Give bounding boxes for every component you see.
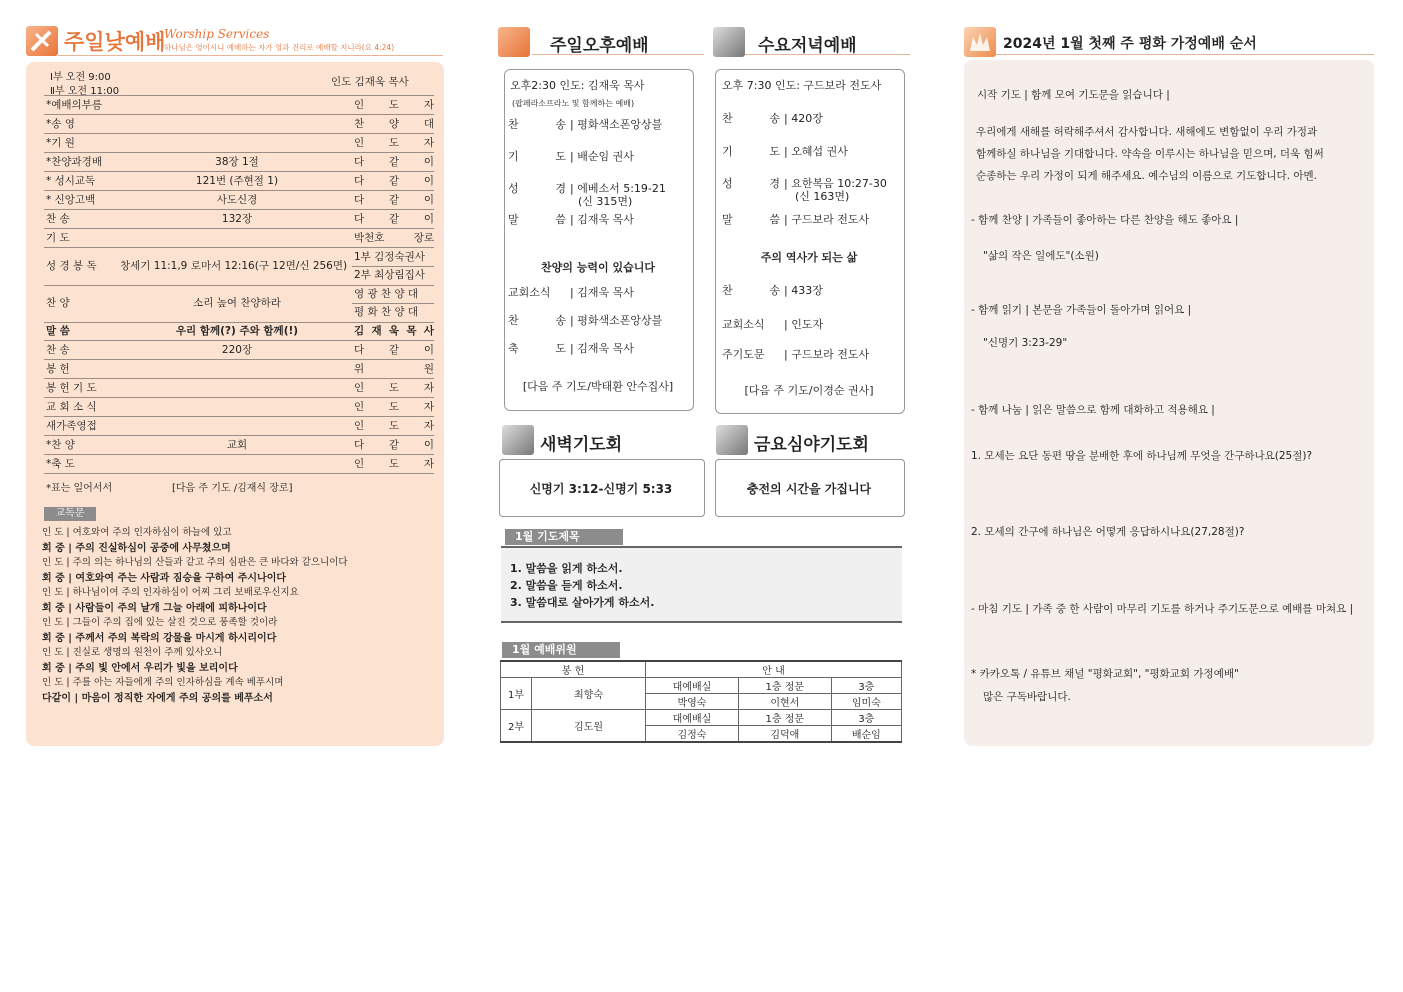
family-close: - 마침 기도 | 가족 중 한 사람이 마무리 기도를 하거나 주기도문으로 예배를 마쳐요 |: [971, 603, 1354, 615]
order-item: * 신앙고백: [46, 194, 96, 206]
line-value: | 요한복음 10:27-30: [784, 177, 887, 190]
order-item: * 성시교독: [46, 175, 96, 187]
bible-icon: [713, 27, 745, 57]
wednesday-title: 수요저녁예배: [758, 36, 857, 56]
responsive-line: 인 도 | 하나님이여 주의 인자하심이 어찌 그리 보배로우신지요: [42, 587, 299, 598]
afternoon-header: 오후2:30 인도: 김재욱 목사: [510, 79, 645, 92]
order-detail: 38장 1절: [215, 156, 259, 168]
service-line: [508, 340, 634, 356]
sermon-value: | 김재욱 목사: [570, 213, 634, 226]
line-label: 교회소식: [508, 286, 551, 299]
friday-text: 충전의 시간을 가집니다: [746, 482, 872, 496]
praise-text: 소리 높여 찬양하라: [193, 297, 281, 309]
praise-label: 찬 양: [46, 297, 70, 309]
sermon-label: 말 씀: [722, 213, 780, 226]
next-prayer: [다음 주 기도 /김재식 장로]: [172, 483, 293, 494]
wednesday-ref: (신 163면): [795, 190, 850, 203]
cross-icon: [26, 26, 58, 56]
order-item: 봉 헌: [46, 363, 70, 375]
family-prayer-3: 순종하는 우리 가정이 되게 해주세요. 예수님의 이름으로 기도합니다. 아멘.: [976, 170, 1318, 182]
responsive-line: 회 중 | 여호와여 주는 사람과 짐승을 구하여 주시나이다: [42, 573, 287, 584]
usher-cell: 박영숙: [646, 694, 739, 710]
usher-cell: 배순임: [831, 726, 901, 743]
committee-table: [500, 660, 902, 743]
order-item: 봉 헌 기 도: [46, 382, 97, 394]
responsive-line: 인 도 | 여호와여 주의 인자하심이 하늘에 있고: [42, 527, 232, 538]
line-label: 축 도: [508, 342, 566, 355]
prayer-topics-title: 1월 기도제목: [505, 529, 623, 545]
wednesday-next: [다음 주 기도/이경순 권사]: [744, 384, 874, 397]
line-label: 기 도: [508, 150, 566, 163]
responsive-title: 교독문: [44, 507, 96, 521]
order-detail: 220장: [221, 344, 253, 356]
family-song: - 함께 찬양 | 가족들이 좋아하는 다른 찬양을 해도 좋아요 |: [971, 214, 1239, 226]
order-person: 다 같 이: [354, 156, 434, 168]
afternoon-ref: (신 315면): [578, 195, 633, 208]
order-row: [44, 322, 434, 341]
family-note-1: * 카카오톡 / 유튜브 채널 "평화교회", "평화교회 가정예배": [971, 668, 1239, 680]
family-title: 2024년 1월 첫째 주 평화 가정예배 순서: [1003, 36, 1257, 52]
usher-cell: 3층: [831, 710, 901, 726]
line-value: | 평화색소폰앙상블: [570, 314, 663, 327]
order-detail: 우리 함께(?) 주와 함께(!): [175, 325, 299, 337]
service-line: [722, 143, 848, 159]
order-person: 다 같 이: [354, 344, 434, 356]
leader: 인도 김재욱 목사: [331, 76, 409, 88]
usher-cell: 1층 정문: [738, 678, 831, 694]
order-item: 찬 송: [46, 344, 70, 356]
flame-icon: [964, 27, 996, 57]
order-detail: 교회: [226, 439, 248, 451]
divider: [996, 54, 1374, 55]
line-value: | 420장: [784, 112, 823, 125]
order-row: [44, 134, 434, 153]
standing-note: *표는 일어서서: [46, 483, 113, 494]
order-item: *찬양과경배: [46, 156, 102, 168]
order-item: *축 도: [46, 458, 75, 470]
divider: [58, 55, 443, 56]
family-prayer-2: 함께하실 하나님을 기대합니다. 약속을 이루시는 하나님을 믿으며, 더욱 힘써: [976, 148, 1324, 160]
line-value: | 김재욱 목사: [570, 342, 634, 355]
order-person: 인 도 자: [354, 420, 434, 432]
committee-title: 1월 예배위원: [502, 642, 620, 658]
line-label: 교회소식: [722, 318, 765, 331]
responsive-line: 회 중 | 사람들이 주의 날개 그늘 아래에 피하나이다: [42, 603, 267, 614]
line-value: | 배순임 권사: [570, 150, 634, 163]
line-value: | 에베소서 5:19-21: [570, 182, 666, 195]
prayer-topic: 2. 말씀을 듣게 하소서.: [510, 579, 623, 592]
order-item: *송 영: [46, 118, 75, 130]
order-item: 교 회 소 식: [46, 401, 97, 413]
family-start: 시작 기도 | 함께 모여 기도문을 읽습니다 |: [977, 89, 1170, 101]
sunday-subtitle: Worship Services: [164, 27, 270, 41]
family-share: - 함께 나눔 | 읽은 말씀으로 함께 대화하고 적용해요 |: [971, 404, 1215, 416]
order-person: 다 같 이: [354, 213, 434, 225]
order-row: [44, 455, 434, 474]
order-detail: 132장: [221, 213, 253, 225]
bible-icon: [716, 425, 748, 455]
order-row: [44, 379, 434, 398]
line-label: 기 도: [722, 145, 780, 158]
usher-cell: 대예배실: [646, 710, 739, 726]
order-item: 말 씀: [46, 325, 70, 337]
responsive-line: 다같이 | 마음이 정직한 자에게 주의 공의를 베푸소서: [42, 693, 273, 704]
divider: [352, 303, 434, 304]
praise-choir-2: 평 화 찬 양 대: [354, 306, 419, 318]
responsive-line: 인 도 | 그들이 주의 집에 있는 살진 것으로 풍족할 것이라: [42, 617, 278, 628]
order-person: 인 도 자: [354, 458, 434, 470]
service-line: [722, 110, 823, 126]
line-label: 성 경: [722, 177, 780, 190]
order-person: 인 도 자: [354, 99, 434, 111]
order-item: *예배의부름: [46, 99, 102, 111]
order-row: [44, 191, 434, 210]
responsive-line: 회 중 | 주의 빛 안에서 우리가 빛을 보리이다: [42, 663, 238, 674]
line-label: 찬 송: [722, 112, 780, 125]
scripture-reader-2: 2부 최상림집사: [354, 269, 425, 281]
usher-cell: 3층: [831, 678, 901, 694]
sermon-label: 말 씀: [508, 213, 566, 226]
service-line: [508, 116, 662, 132]
responsive-line: 회 중 | 주의 진실하심이 공중에 사무쳤으며: [42, 543, 231, 554]
usher-cell: 김덕애: [738, 726, 831, 743]
family-note-2: 많은 구독바랍니다.: [983, 691, 1071, 703]
order-person: 인 도 자: [354, 137, 434, 149]
line-value: | 김재욱 목사: [570, 286, 634, 299]
usher-cell: 대예배실: [646, 678, 739, 694]
order-row: [44, 172, 434, 191]
line-value: | 433장: [784, 284, 823, 297]
usher-cell: 김정숙: [646, 726, 739, 743]
service-line: [508, 148, 634, 164]
line-label: 주기도문: [722, 348, 765, 361]
order-item: 새가족영접: [46, 420, 97, 432]
scripture-label: 성 경 봉 독: [46, 260, 97, 272]
part-1: 1부: [501, 678, 532, 710]
order-person: 김 재 욱 목 사: [354, 325, 434, 337]
afternoon-theme: 찬양의 능력이 있습니다: [541, 261, 655, 274]
offering-1: 최향숙: [532, 678, 646, 710]
divider: [745, 54, 910, 55]
dawn-title: 새벽기도회: [540, 435, 623, 455]
dawn-text: 신명기 3:12-신명기 5:33: [529, 482, 673, 496]
line-value: | 오혜섭 권사: [784, 145, 848, 158]
order-person: 다 같 이: [354, 439, 434, 451]
afternoon-next: [다음 주 기도/박태환 안수집사]: [522, 380, 674, 393]
scripture-reader-1: 1부 김정숙권사: [354, 251, 425, 263]
sermon-value: | 구드보라 전도사: [784, 213, 870, 226]
part-2: 2부: [501, 710, 532, 743]
order-item: 찬 송: [46, 213, 70, 225]
line-value: | 구드보라 전도사: [784, 348, 870, 361]
sunday-verse: 하나님은 영이시니 예배하는 자가 영과 진리로 예배할 지니라(요 4:24): [164, 43, 395, 52]
order-detail: 사도신경: [216, 194, 258, 206]
scripture-text: 창세기 11:1,9 로마서 12:16(구 12면/신 256면): [120, 260, 348, 272]
order-row: [44, 229, 434, 248]
friday-title: 금요심야기도회: [754, 435, 869, 455]
prayer-topic: 1. 말씀을 읽게 하소서.: [510, 562, 623, 575]
offering-2: 김도원: [532, 710, 646, 743]
service-time-2: Ⅱ부 오전 11:00: [50, 86, 120, 97]
order-detail: 121번 (주현절 1): [195, 175, 279, 187]
responsive-line: 인 도 | 진실로 생명의 원천이 주께 있사오니: [42, 647, 223, 658]
responsive-line: 회 중 | 주께서 주의 복락의 강물을 마시게 하시리이다: [42, 633, 277, 644]
order-row: [44, 417, 434, 436]
order-person: 다 같 이: [354, 194, 434, 206]
line-label: 찬 송: [508, 118, 566, 131]
responsive-line: 인 도 | 주를 아는 자들에게 주의 인자하심을 계속 베푸시며: [42, 677, 284, 688]
family-question-2: 2. 모세의 간구에 하나님은 어떻게 응답하시나요(27,28절)?: [971, 526, 1245, 538]
order-person: 다 같 이: [354, 175, 434, 187]
bible-icon: [502, 425, 534, 455]
usher-header: 안 내: [646, 661, 902, 678]
praise-choir-1: 영 광 찬 양 대: [354, 288, 419, 300]
divider: [532, 54, 704, 55]
praise-row: [44, 285, 434, 323]
order-person: 위 원: [354, 363, 434, 375]
order-item: 기 도: [46, 232, 70, 244]
responsive-line: 인 도 | 주의 의는 하나님의 산들과 같고 주의 심판은 큰 바다와 같으니이다: [42, 557, 348, 568]
service-line: [722, 346, 869, 362]
usher-cell: 1층 정문: [738, 710, 831, 726]
order-person: 찬 양 대: [354, 118, 434, 130]
order-item: *기 원: [46, 137, 75, 149]
line-label: 찬 송: [508, 314, 566, 327]
afternoon-sermon: [508, 211, 634, 227]
wednesday-header: 오후 7:30 인도: 구드보라 전도사: [722, 79, 882, 92]
wednesday-theme: 주의 역사가 되는 삶: [760, 251, 858, 264]
order-row: [44, 210, 434, 229]
order-item: *찬 양: [46, 439, 75, 451]
sunday-title: 주일낮예배: [64, 30, 166, 54]
service-line: [722, 282, 823, 298]
order-row: [44, 360, 434, 379]
family-read: - 함께 읽기 | 본문을 가족들이 돌아가며 읽어요 |: [971, 304, 1192, 316]
wednesday-sermon: [722, 211, 869, 227]
order-row: [44, 341, 434, 360]
afternoon-title: 주일오후예배: [550, 36, 649, 56]
family-read-ref: "신명기 3:23-29": [983, 337, 1068, 349]
order-row: [44, 436, 434, 455]
usher-cell: 임미숙: [831, 694, 901, 710]
order-row: [44, 96, 434, 115]
service-time-1: Ⅰ부 오전 9:00: [50, 72, 111, 83]
offering-header: 봉 헌: [501, 661, 646, 678]
order-row: [44, 398, 434, 417]
usher-cell: 이현서: [738, 694, 831, 710]
prayer-topic: 3. 말씀대로 살아가게 하소서.: [510, 596, 655, 609]
afternoon-note: (팝페라소프라노 및 함께하는 예배): [512, 99, 635, 108]
family-song-title: "삶의 작은 일에도"(소원): [983, 250, 1099, 262]
scripture-row: [44, 248, 434, 286]
line-value: | 평화색소폰앙상블: [570, 118, 663, 131]
divider: [352, 266, 434, 267]
order-person: 인 도 자: [354, 382, 434, 394]
service-line: [508, 312, 662, 328]
service-line: [508, 284, 634, 300]
order-person: 인 도 자: [354, 401, 434, 413]
family-question-1: 1. 모세는 요단 동편 땅을 분배한 후에 하나님께 무엇을 간구하나요(25절)?: [971, 450, 1313, 462]
order-row: [44, 115, 434, 134]
family-prayer-1: 우리에게 새해를 허락해주셔서 감사합니다. 새해에도 변함없이 우리 가정과: [976, 126, 1318, 138]
order-person: 박천호 장로: [354, 232, 434, 244]
line-value: | 인도자: [784, 318, 824, 331]
order-row: [44, 153, 434, 172]
line-label: 찬 송: [722, 284, 780, 297]
line-label: 성 경: [508, 182, 566, 195]
hands-icon: [498, 27, 530, 57]
service-line: [722, 316, 823, 332]
